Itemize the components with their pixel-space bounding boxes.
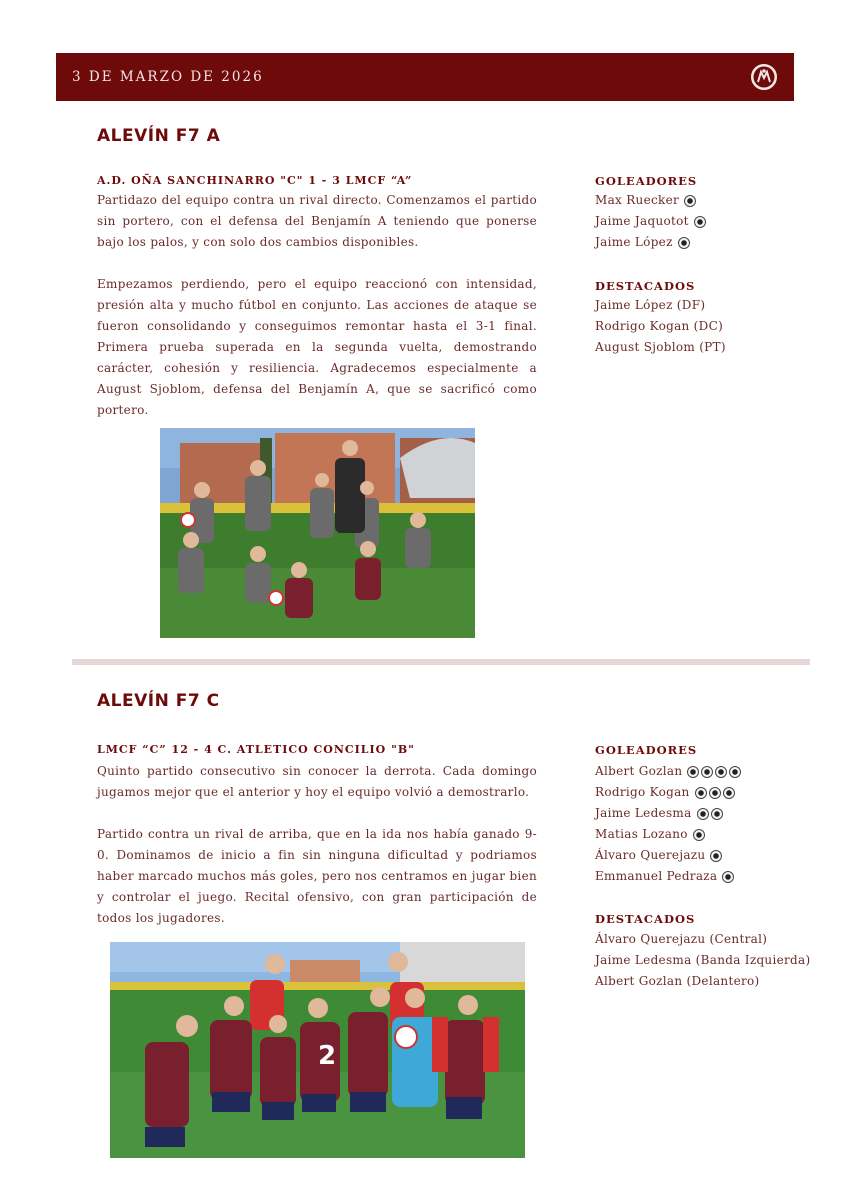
scorer-name: Matias Lozano <box>595 827 688 841</box>
soccer-ball-icon <box>695 787 707 799</box>
soccer-ball-icon <box>694 216 706 228</box>
list-item <box>595 803 741 824</box>
scorer-name: Max Ruecker <box>595 193 680 207</box>
section-title-alevin-c: ALEVÍN F7 C <box>97 691 220 711</box>
team-photo-alevin-a <box>160 428 475 638</box>
header-bar <box>56 53 794 101</box>
soccer-ball-icon <box>723 787 735 799</box>
scorer-name: Jaime López <box>595 235 673 249</box>
scorer-name: Jaime Jaquotot <box>595 214 689 228</box>
highlights-heading-c: DESTACADOS <box>595 912 696 926</box>
section-divider <box>72 659 810 665</box>
list-item: Jaime Ledesma (Banda Izquierda) <box>595 953 811 967</box>
section-title-alevin-a: ALEVÍN F7 A <box>97 126 221 146</box>
goal-balls <box>710 850 722 862</box>
soccer-ball-icon <box>722 871 734 883</box>
scorer-name: Álvaro Querejazu <box>595 848 706 862</box>
list-item <box>595 782 741 803</box>
highlights-list-a <box>595 295 726 358</box>
soccer-ball-icon <box>697 808 709 820</box>
soccer-ball-icon <box>715 766 727 778</box>
header-date: 3 DE MARZO DE 2026 <box>72 69 264 85</box>
goal-balls <box>695 787 735 799</box>
list-item <box>595 866 741 887</box>
list-item <box>595 761 741 782</box>
highlights-list-c <box>595 929 810 992</box>
scorers-heading-c: GOLEADORES <box>595 743 698 757</box>
goal-balls <box>697 808 723 820</box>
soccer-ball-icon <box>693 829 705 841</box>
list-item: Álvaro Querejazu (Central) <box>595 932 768 946</box>
paragraph-c-2: Partido contra un rival de arriba, que en la ida nos había ganado 9-0. Dominamos de inicio a fin sin ninguna dificultad y podriamos haber marcado muchos más goles, pero nos centramos en jugar bien y controlar el juego. Recital ofensivo, con gran participación de todos los jugadores. <box>97 827 537 925</box>
scorer-name: Rodrigo Kogan <box>595 785 690 799</box>
list-item <box>595 232 706 253</box>
list-item <box>595 211 706 232</box>
paragraph-a-2: Empezamos perdiendo, pero el equipo reaccionó con intensidad, presión alta y mucho fútbol en conjunto. Las acciones de ataque se fueron consolidando y conseguimos remontar hasta el 3-1 final. Primera prueba superada en la segunda vuelta, demostrando carácter, cohesión y resiliencia. Agradecemos especialmente a August Sjoblom, defensa del Benjamín A, que se sacrificó como portero. <box>97 277 537 417</box>
soccer-ball-icon <box>684 195 696 207</box>
scorer-name: Jaime Ledesma <box>595 806 692 820</box>
goal-balls <box>687 766 741 778</box>
team-photo-alevin-c <box>110 942 525 1158</box>
list-item: Rodrigo Kogan (DC) <box>595 319 724 333</box>
scorers-list-a <box>595 190 706 253</box>
paragraph-c-1: Quinto partido consecutivo sin conocer la derrota. Cada domingo jugamos mejor que el anterior y hoy el equipo volvió a demostrarlo. <box>97 764 537 799</box>
scorers-list-c <box>595 761 741 887</box>
svg-text:2: 2 <box>318 1041 337 1071</box>
list-item <box>595 845 741 866</box>
club-crest-icon <box>750 63 778 91</box>
goal-balls <box>722 871 734 883</box>
soccer-ball-icon <box>729 766 741 778</box>
soccer-ball-icon <box>710 850 722 862</box>
list-item <box>595 190 706 211</box>
match-result-a: A.D. OÑA SANCHINARRO "C" 1 - 3 LMCF “A” <box>97 174 413 187</box>
soccer-ball-icon <box>678 237 690 249</box>
list-item: August Sjoblom (PT) <box>595 340 726 354</box>
goal-balls <box>684 195 696 207</box>
list-item: Jaime López (DF) <box>595 298 706 312</box>
list-item: Albert Gozlan (Delantero) <box>595 974 760 988</box>
goal-balls <box>678 237 690 249</box>
goal-balls <box>693 829 705 841</box>
match-result-c: LMCF “C” 12 - 4 C. ATLETICO CONCILIO "B" <box>97 743 415 756</box>
scorers-heading-a: GOLEADORES <box>595 174 698 188</box>
goal-balls <box>694 216 706 228</box>
soccer-ball-icon <box>709 787 721 799</box>
soccer-ball-icon <box>687 766 699 778</box>
highlights-heading-a: DESTACADOS <box>595 279 696 293</box>
soccer-ball-icon <box>711 808 723 820</box>
scorer-name: Albert Gozlan <box>595 764 683 778</box>
scorer-name: Emmanuel Pedraza <box>595 869 718 883</box>
list-item <box>595 824 741 845</box>
soccer-ball-icon <box>701 766 713 778</box>
paragraph-a-1: Partidazo del equipo contra un rival directo. Comenzamos el partido sin portero, con el defensa del Benjamín A teniendo que ponerse bajo los palos, y con solo dos cambios disponibles. <box>97 193 537 249</box>
